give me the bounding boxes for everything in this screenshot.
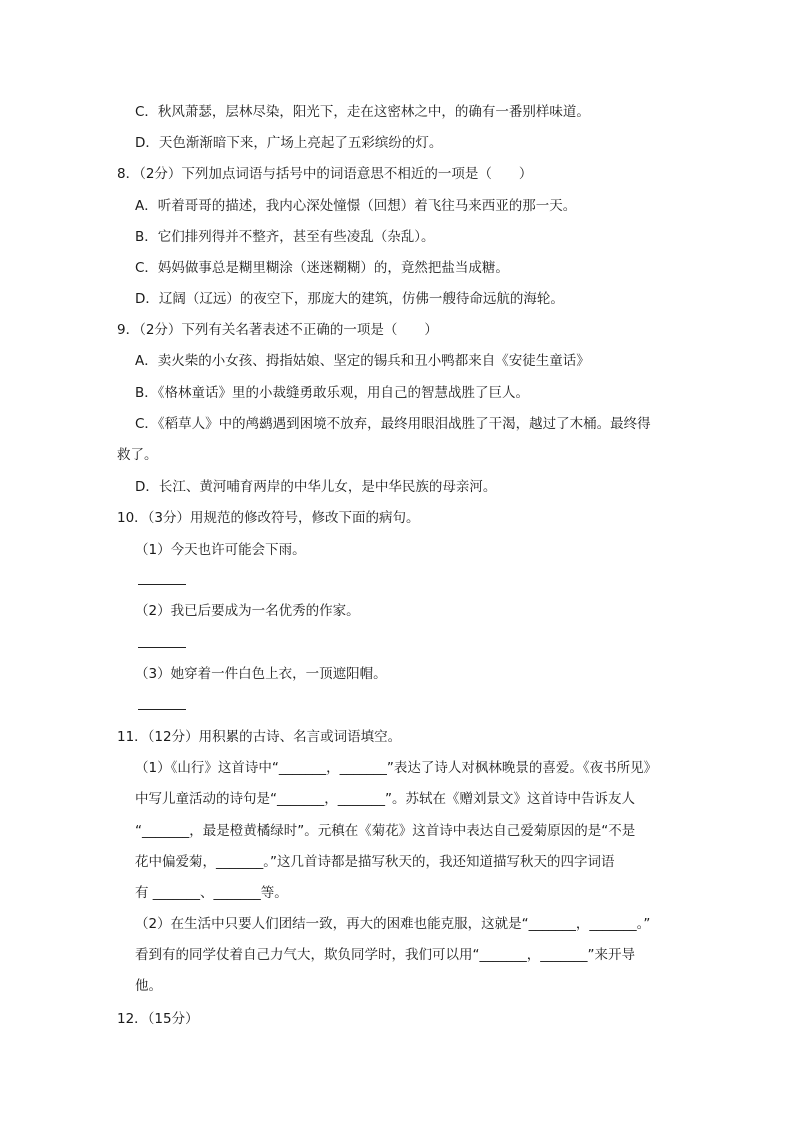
q8-option-c: C．妈妈做事总是糊里糊涂（迷迷糊糊）的，竟然把盐当成糖。 — [135, 260, 509, 276]
q10-item-1: （1）今天也许可能会下雨。 — [135, 542, 306, 558]
q8-option-a: A．听着哥哥的描述，我内心深处憧憬（回想）着飞往马来西亚的那一天。 — [135, 198, 577, 214]
question-11-stem: 11．（12分）用积累的古诗、名言或词语填空。 — [117, 729, 402, 745]
q11-part-1-line-2: 中写儿童活动的诗句是“_______，_______”。苏轼在《赠刘景文》这首诗中告诉友人 — [135, 791, 635, 807]
question-8-stem: 8．（2分）下列加点词语与括号中的词语意思不相近的一项是（ ） — [117, 166, 533, 182]
q11-part-1-line-1: （1）《山行》这首诗中“_______，_______”表达了诗人对枫林晚景的喜爱。《夜书所见》 — [135, 760, 658, 776]
q9-option-c-continued: 救了。 — [117, 447, 158, 463]
q11-part-1-line-5: 有 _______、_______等。 — [135, 885, 288, 901]
q8-option-b: B．它们排列得并不整齐，甚至有些凌乱（杂乱）。 — [135, 229, 435, 245]
q9-option-d: D．长江、黄河哺育两岸的中华儿女，是中华民族的母亲河。 — [135, 479, 497, 495]
q7-option-d: D．天色渐渐暗下来，广场上亮起了五彩缤纷的灯。 — [135, 135, 443, 151]
q11-part-2-line-3: 他。 — [135, 978, 162, 994]
q8-option-d: D．辽阔（辽远）的夜空下，那庞大的建筑，仿佛一艘待命远航的海轮。 — [135, 291, 564, 307]
q9-option-b: B．《格林童话》里的小裁缝勇敢乐观，用自己的智慧战胜了巨人。 — [135, 385, 530, 401]
q10-item-3: （3）她穿着一件白色上衣，一顶遮阳帽。 — [135, 666, 387, 682]
q11-part-1-line-3: “_______，最是橙黄橘绿时”。元稹在《菊花》这首诗中表达自己爱菊原因的是“不是 — [135, 823, 636, 839]
q9-option-a: A．卖火柴的小女孩、拇指姑娘、坚定的锡兵和丑小鸭都来自《安徒生童话》 — [135, 353, 590, 369]
q11-part-2-line-2: 看到有的同学仗着自己力气大，欺负同学时，我们可以用“_______，_______”来开导 — [135, 947, 635, 963]
question-9-stem: 9．（2分）下列有关名著表述不正确的一项是（ ） — [117, 322, 438, 338]
q11-part-2-line-1: （2）在生活中只要人们团结一致，再大的困难也能克服，这就是“_______，_______。” — [135, 916, 651, 932]
answer-blank-line — [138, 709, 186, 710]
q10-item-2: （2）我已后要成为一名优秀的作家。 — [135, 603, 360, 619]
answer-blank-line — [138, 584, 186, 585]
q7-option-c: C．秋风萧瑟，层林尽染，阳光下，走在这密林之中，的确有一番别样味道。 — [135, 104, 590, 120]
q9-option-c: C．《稻草人》中的鸬鹚遇到困境不放弃，最终用眼泪战胜了干渴，越过了木桶。最终得 — [135, 416, 651, 432]
question-10-stem: 10．（3分）用规范的修改符号，修改下面的病句。 — [117, 510, 420, 526]
question-12-stem: 12．（15分） — [117, 1011, 199, 1027]
q11-part-1-line-4: 花中偏爱菊，_______。”这几首诗都是描写秋天的，我还知道描写秋天的四字词语 — [135, 854, 615, 870]
answer-blank-line — [138, 647, 186, 648]
